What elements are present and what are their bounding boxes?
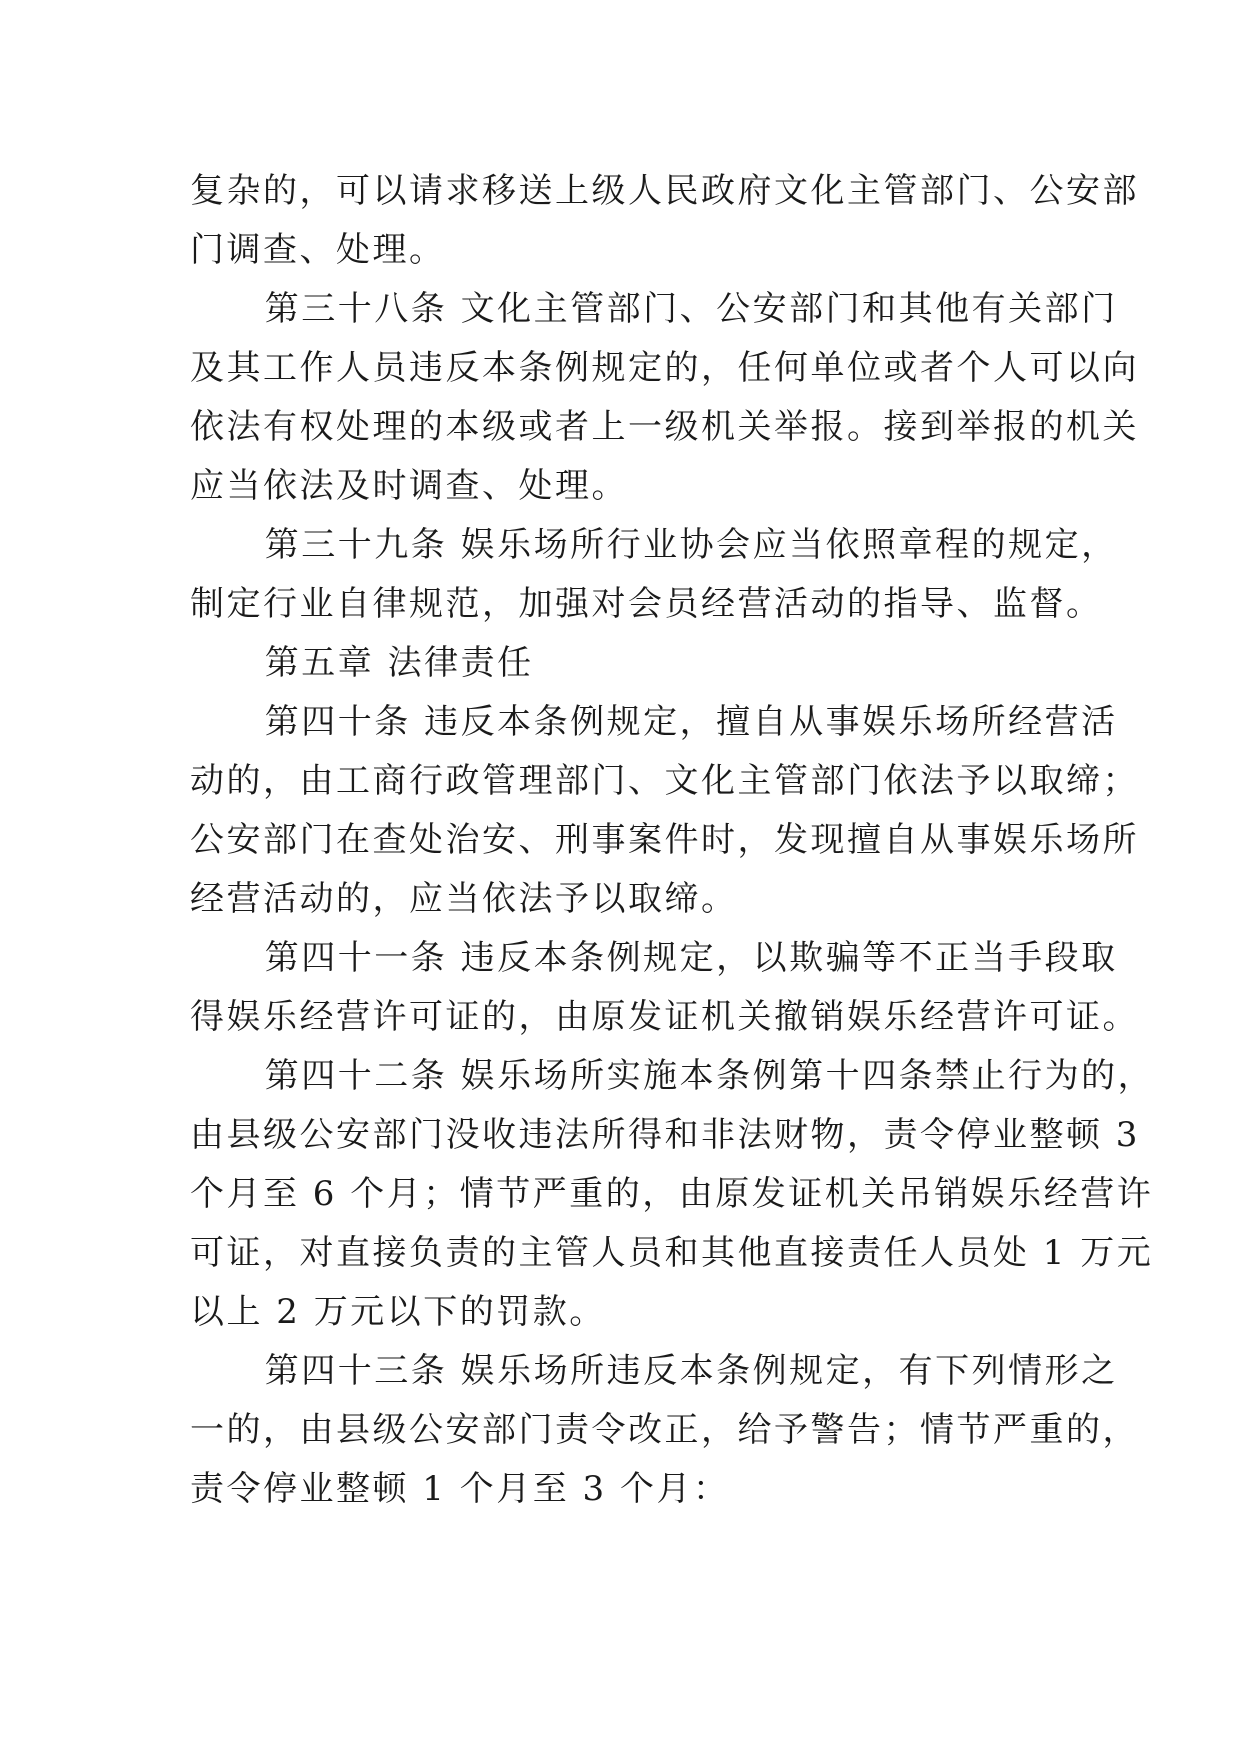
text-line: 第四十二条 娱乐场所实施本条例第十四条禁止行为的， bbox=[264, 1056, 1155, 1096]
text-line: 第三十八条 文化主管部门、公安部门和其他有关部门 bbox=[264, 289, 1118, 329]
text-line: 一的，由县级公安部门责令改正，给予警告；情节严重的， bbox=[190, 1410, 1139, 1450]
paragraph-continuation bbox=[190, 162, 1139, 280]
text-line: 第四十条 违反本条例规定，擅自从事娱乐场所经营活 bbox=[264, 702, 1118, 742]
text-line: 门调查、处理。 bbox=[190, 230, 446, 270]
paragraph-article-39 bbox=[190, 516, 1118, 634]
text-line: 第五章 法律责任 bbox=[264, 643, 534, 683]
text-line: 责令停业整顿 1 个月至 3 个月： bbox=[190, 1469, 730, 1509]
paragraph-article-41 bbox=[190, 929, 1139, 1047]
text-line: 复杂的，可以请求移送上级人民政府文化主管部门、公安部 bbox=[190, 171, 1139, 211]
text-line: 制定行业自律规范，加强对会员经营活动的指导、监督。 bbox=[190, 584, 1103, 624]
text-line: 第四十一条 违反本条例规定，以欺骗等不正当手段取 bbox=[264, 938, 1118, 978]
text-line: 依法有权处理的本级或者上一级机关举报。接到举报的机关 bbox=[190, 407, 1139, 447]
text-line: 第三十九条 娱乐场所行业协会应当依照章程的规定， bbox=[264, 525, 1118, 565]
text-line: 由县级公安部门没收违法所得和非法财物，责令停业整顿 3 bbox=[190, 1115, 1140, 1155]
text-line: 应当依法及时调查、处理。 bbox=[190, 466, 628, 506]
paragraph-article-38 bbox=[190, 280, 1139, 516]
chapter-heading bbox=[190, 634, 1070, 693]
paragraph-article-43 bbox=[190, 1342, 1139, 1519]
document-body bbox=[190, 162, 1155, 1519]
text-line: 可证，对直接负责的主管人员和其他直接责任人员处 1 万元 bbox=[190, 1233, 1154, 1273]
text-line: 以上 2 万元以下的罚款。 bbox=[190, 1292, 606, 1332]
text-line: 第四十三条 娱乐场所违反本条例规定，有下列情形之 bbox=[264, 1351, 1118, 1391]
text-line: 得娱乐经营许可证的，由原发证机关撤销娱乐经营许可证。 bbox=[190, 997, 1139, 1037]
paragraph-article-42 bbox=[190, 1047, 1155, 1342]
text-line: 及其工作人员违反本条例规定的，任何单位或者个人可以向 bbox=[190, 348, 1139, 388]
text-line: 动的，由工商行政管理部门、文化主管部门依法予以取缔； bbox=[190, 761, 1139, 801]
paragraph-article-40 bbox=[190, 693, 1139, 929]
text-line: 经营活动的，应当依法予以取缔。 bbox=[190, 879, 738, 919]
text-line: 公安部门在查处治安、刑事案件时，发现擅自从事娱乐场所 bbox=[190, 820, 1139, 860]
text-line: 个月至 6 个月；情节严重的，由原发证机关吊销娱乐经营许 bbox=[190, 1174, 1154, 1214]
